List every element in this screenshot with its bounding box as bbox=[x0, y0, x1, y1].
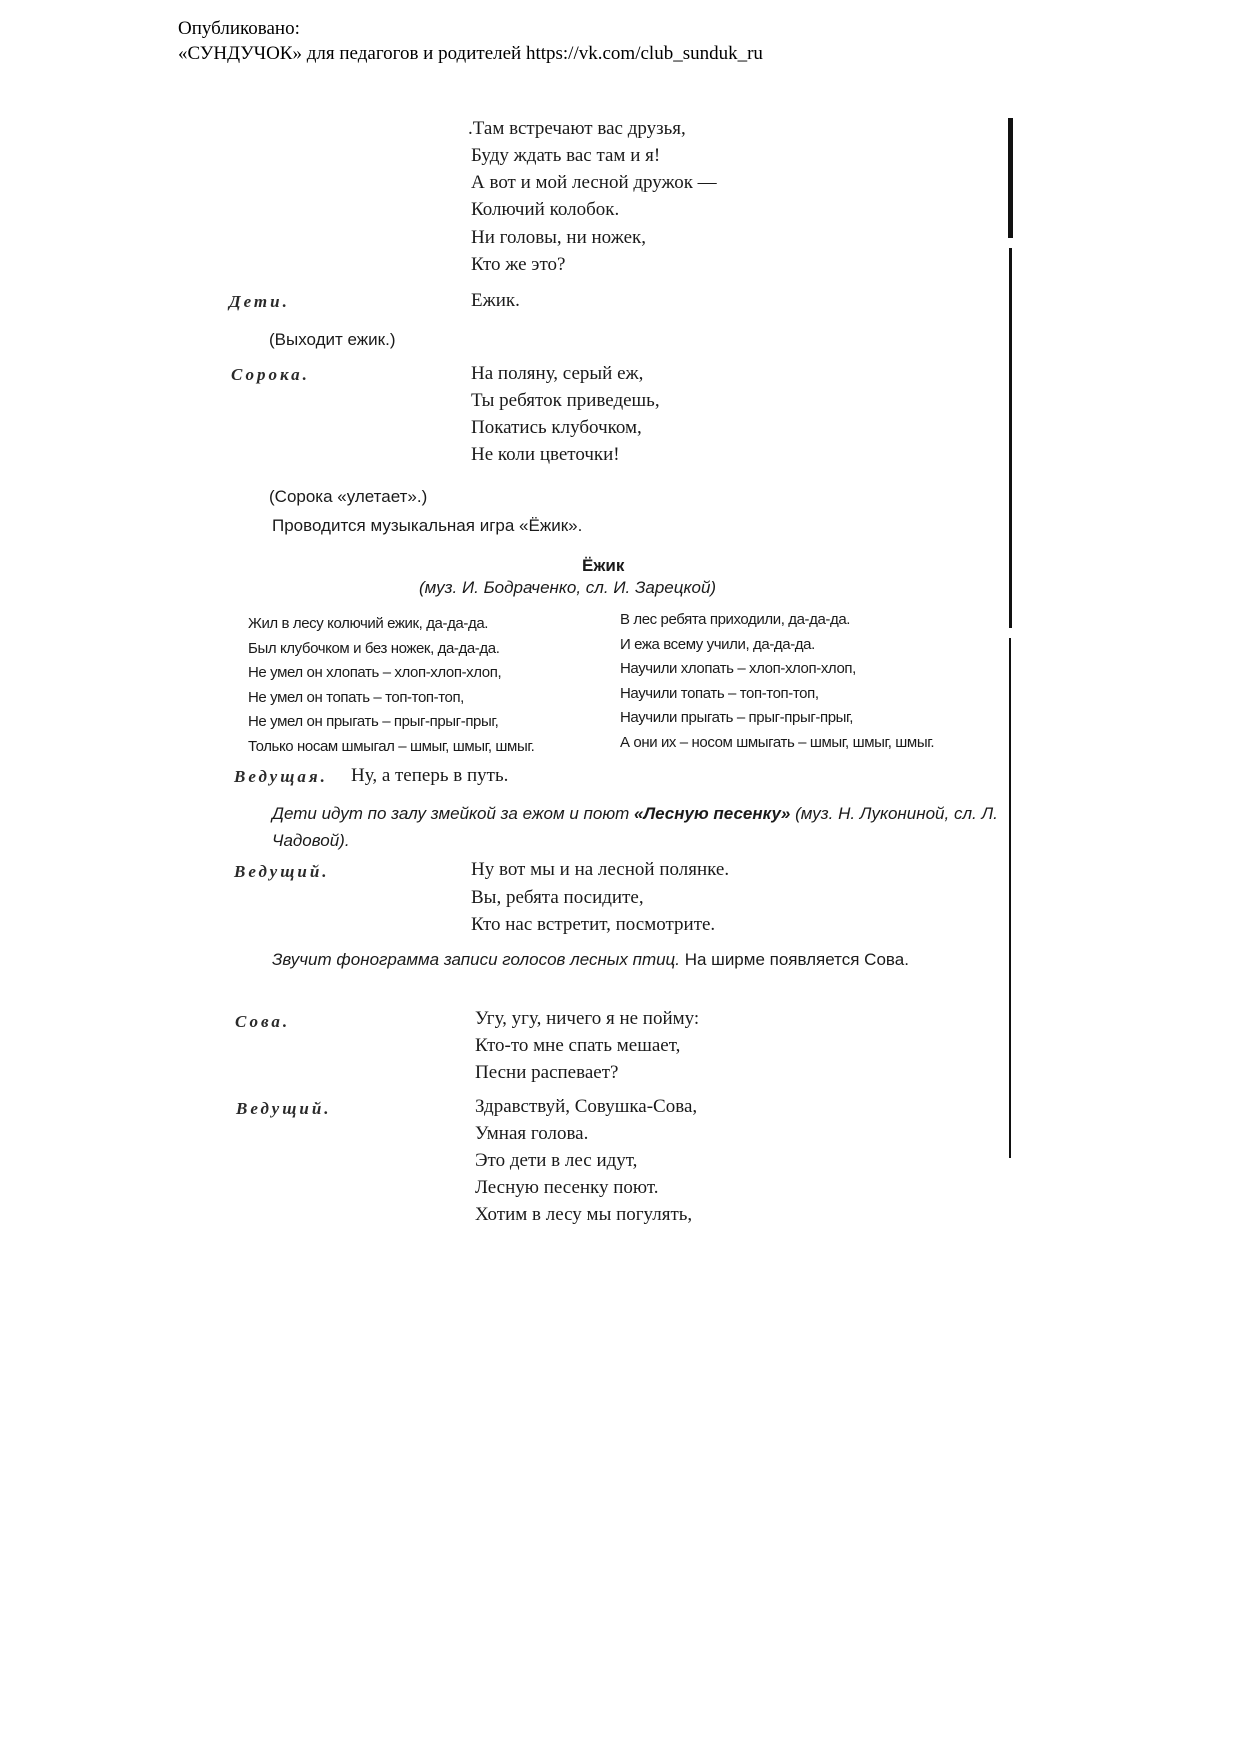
scan-edge-shadow bbox=[1008, 118, 1013, 1158]
sova-line: Кто-то мне спать мешает, bbox=[475, 1035, 681, 1056]
lyric-line: Научили прыгать – прыг-прыг-прыг, bbox=[620, 709, 854, 726]
song-credit: (муз. И. Бодраченко, сл. И. Зарецкой) bbox=[419, 578, 717, 597]
lyric-line: Не умел он топать – топ-топ-топ, bbox=[248, 688, 464, 706]
song-title: Ёжик bbox=[582, 556, 625, 575]
lyric-line: Жил в лесу колючий ежик, да-да-да. bbox=[248, 615, 489, 632]
stage-snake-text: Дети идут по залу змейкой за ежом и поют bbox=[272, 804, 635, 823]
lyric-line: Был клубочком и без ножек, да-да-да. bbox=[248, 639, 500, 657]
verse-opening-line: Ни головы, ни ножек, bbox=[471, 227, 646, 248]
soroka-line: Покатись клубочком, bbox=[471, 417, 642, 438]
vedushchiy-line: Вы, ребята посидите, bbox=[471, 887, 644, 908]
speaker-vedushchaya: Ведущая. bbox=[234, 767, 328, 786]
vedushchiy-line: Умная голова. bbox=[475, 1123, 589, 1144]
lyric-line: В лес ребята приходили, да-да-да. bbox=[620, 611, 851, 628]
vedushchaya-line: Ну, а теперь в путь. bbox=[351, 765, 509, 786]
soroka-line: Не коли цветочки! bbox=[471, 444, 620, 465]
soroka-line: На поляну, серый еж, bbox=[471, 363, 644, 384]
vedushchiy-line: Хотим в лесу мы погулять, bbox=[475, 1204, 693, 1225]
vedushchiy-line: Здравствуй, Совушка-Сова, bbox=[475, 1096, 698, 1117]
lyric-line: И ежа всему учили, да-да-да. bbox=[620, 635, 815, 653]
header-source-line: «СУНДУЧОК» для педагогов и родителей https://vk.com/club_sunduk_ru bbox=[178, 43, 763, 64]
stage-birds-owl-appears: На ширме появляется Сова. bbox=[680, 950, 909, 969]
stage-direction-magpie-flies: (Сорока «улетает».) bbox=[269, 487, 428, 506]
verse-opening-line: Колючий колобок. bbox=[471, 199, 620, 220]
verse-opening-line: .Там встречают вас друзья, bbox=[468, 118, 686, 139]
deti-line: Ежик. bbox=[471, 290, 520, 311]
stage-birds-text: Звучит фонограмма записи голосов лесных птиц. bbox=[272, 950, 680, 969]
lyric-line: Научили топать – топ-топ-топ, bbox=[620, 684, 819, 702]
sova-line: Угу, угу, ничего я не пойму: bbox=[475, 1008, 700, 1029]
speaker-vedushchiy: Ведущий. bbox=[236, 1099, 332, 1118]
stage-snake-credit: (муз. Н. Лукониной, сл. Л. Чадовой). bbox=[272, 804, 998, 850]
stage-direction-music-game: Проводится музыкальная игра «Ёжик». bbox=[272, 516, 583, 535]
lyric-line: Научили хлопать – хлоп-хлоп-хлоп, bbox=[620, 660, 856, 677]
stage-direction-hedgehog-enters: (Выходит ежик.) bbox=[269, 330, 396, 349]
lyric-line: А они их – носом шмыгать – шмыг, шмыг, шмыг. bbox=[620, 733, 935, 751]
song-lyrics-left-column bbox=[248, 612, 534, 759]
song-lyrics-right-column bbox=[620, 608, 934, 755]
speaker-vedushchiy: Ведущий. bbox=[234, 862, 330, 881]
speaker-deti: Дети. bbox=[229, 292, 290, 311]
vedushchiy-line: Кто нас встретит, посмотрите. bbox=[471, 914, 716, 935]
stage-direction-birdsong bbox=[272, 946, 992, 973]
vedushchiy-line: Ну вот мы и на лесной полянке. bbox=[471, 859, 730, 880]
sova-line: Песни распевает? bbox=[475, 1062, 619, 1083]
verse-opening-line: А вот и мой лесной дружок — bbox=[471, 172, 717, 193]
speaker-soroka: Сорока. bbox=[231, 365, 310, 384]
verse-opening-line: Кто же это? bbox=[471, 254, 566, 275]
lyric-line: Не умел он прыгать – прыг-прыг-прыг, bbox=[248, 713, 499, 730]
lyric-line: Не умел он хлопать – хлоп-хлоп-хлоп, bbox=[248, 664, 502, 681]
vedushchiy-line: Лесную песенку поют. bbox=[475, 1177, 659, 1198]
song-name-lesnaya-pesenka: «Лесную песенку» bbox=[634, 804, 791, 823]
vedushchiy-line: Это дети в лес идут, bbox=[475, 1150, 638, 1171]
stage-direction-snake-walk bbox=[272, 800, 1022, 854]
header-published-label: Опубликовано: bbox=[178, 18, 300, 39]
soroka-line: Ты ребяток приведешь, bbox=[471, 390, 660, 411]
verse-opening-line: Буду ждать вас там и я! bbox=[471, 145, 661, 166]
speaker-sova: Сова. bbox=[235, 1012, 291, 1031]
lyric-line: Только носам шмыгал – шмыг, шмыг, шмыг. bbox=[248, 737, 535, 755]
